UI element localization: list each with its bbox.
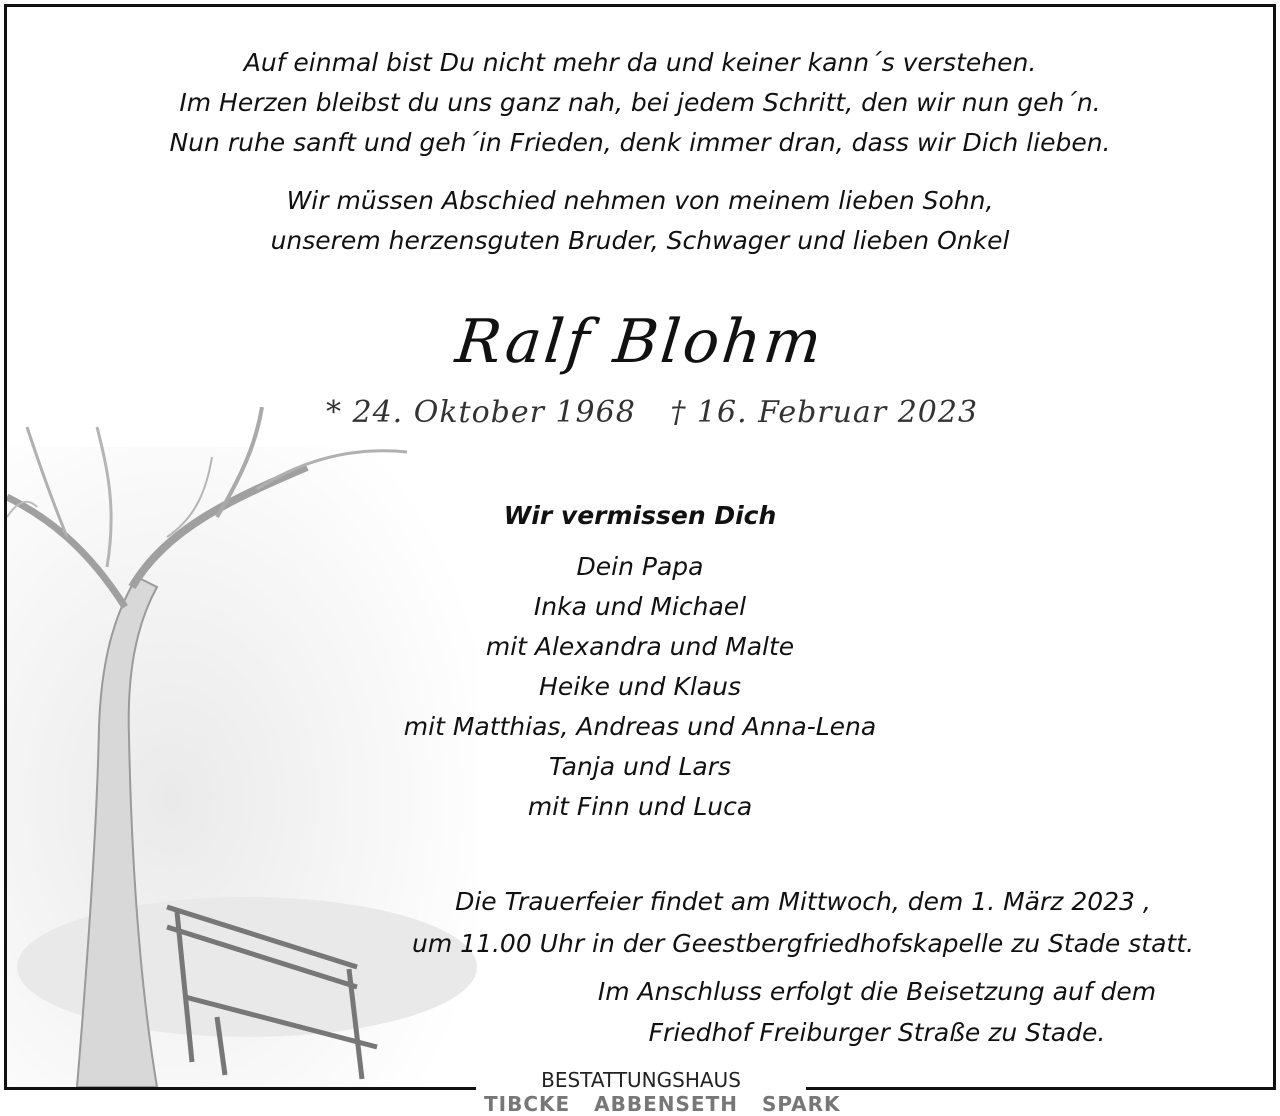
mourner-line: mit Finn und Luca [527,792,753,821]
logo-title: BESTATTUNGSHAUS [541,1068,741,1092]
funeral-notice [387,881,1219,965]
mourners-list [7,547,1273,827]
mourner-line: Tanja und Lars [548,752,732,781]
intro-line: unserem herzensguten Bruder, Schwager und lieben Onkel [270,226,1010,255]
poem-line: Nun ruhe sanft und geh´in Frieden, denk immer dran, dass wir Dich lieben. [169,128,1111,157]
mourner-line: Inka und Michael [533,592,747,621]
deceased-name: Ralf Blohm [452,307,828,377]
funeral-line: Die Trauerfeier findet am Mittwoch, dem 1. März 2023 , [455,887,1151,916]
funeral-line: um 11.00 Uhr in der Geestbergfriedhofskapelle zu Stade statt. [412,929,1194,958]
burial-notice [567,971,1187,1053]
death-date: † 16. Februar 2023 [670,395,979,430]
mourner-line: mit Alexandra und Malte [485,632,795,661]
logo-names [476,1092,841,1116]
intro-line: Wir müssen Abschied nehmen von meinem lieben Sohn, [286,186,994,215]
mourner-line: mit Matthias, Andreas und Anna-Lena [403,712,877,741]
logo-name: SPARK [761,1092,841,1116]
life-dates [307,395,997,430]
logo-name: TIBCKE [484,1092,571,1116]
logo-name: ABBENSETH [594,1092,738,1116]
poem [7,43,1273,163]
obituary-frame [4,4,1276,1090]
mourner-line: Dein Papa [576,552,704,581]
mourner-line: Heike und Klaus [539,672,741,701]
burial-line: Friedhof Freiburger Straße zu Stade. [648,1018,1106,1047]
mourners-title: Wir vermissen Dich [503,501,777,530]
funeral-home-logo [476,1050,841,1116]
poem-line: Im Herzen bleibst du uns ganz nah, bei jedem Schritt, den wir nun geh´n. [179,88,1101,117]
poem-line: Auf einmal bist Du nicht mehr da und keiner kann´s verstehen. [243,48,1037,77]
birth-date: * 24. Oktober 1968 [325,395,636,430]
farewell-intro [7,181,1273,261]
burial-line: Im Anschluss erfolgt die Beisetzung auf dem [597,977,1157,1006]
